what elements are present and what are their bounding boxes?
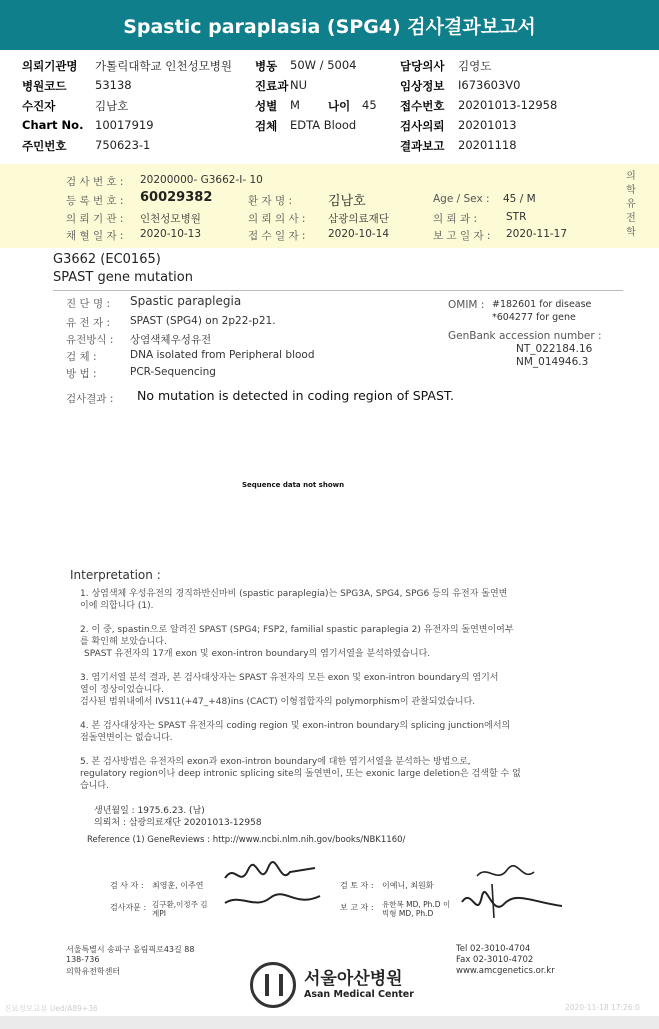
reg-no-label: 등 록 번 호 : [66,195,124,207]
fax: Fax 02-3010-4702 [456,955,534,965]
patient-value: 김남호 [95,99,129,113]
inheritance-label: 유전방식 : [66,334,114,346]
interp-line: regulatory region이나 deep intronic splicing site의 돌연변이, 또는 exonic large deletion은 검색할 수 없 [80,769,521,779]
birth-date: 생년월일 : 1975.6.23. (남) [94,806,205,816]
clinical-info-label: 임상정보 [400,79,445,93]
sheet-doctor: 삼광의료재단 [328,213,389,225]
method-label: 방 법 : [66,368,97,380]
requester: 의뢰처 : 삼광의료재단 20201013-12958 [94,818,262,828]
reporter-signature-icon [452,862,572,924]
reg-no: 60029382 [140,190,213,205]
report-title: Spastic paraplasia (SPG4) 검사결과보고서 [0,0,659,50]
approver: 김구환,이정주 김계PI [152,900,208,918]
interp-line: 1. 상염색체 우성유전의 경직하반신마비 (spastic paraplegia)는 SPG3A, SPG4, SPG6 등의 유전자 돌연변 [80,589,508,599]
ward-value: 50W / 5004 [290,58,357,72]
sex-value: M [290,98,300,112]
interp-line: 열이 정상이었습니다. [80,685,164,695]
divider [53,290,623,291]
reporter-label: 보 고 자 : [340,903,374,912]
request-date-value: 20201013 [458,118,517,132]
footer-bar [0,1016,659,1029]
genbank-label: GenBank accession number : [448,330,602,342]
specimen-label: 검체 [255,119,278,133]
examiner-signature-icon [220,858,330,918]
inst-label: 의뢰기관명 [22,59,78,73]
test-code: G3662 (EC0165) [53,252,161,267]
dept-value: NU [290,78,308,92]
reporter: 유한복 MD, Ph.D 이빅형 MD, Ph.D [382,900,451,918]
interp-line: 4. 본 검사대상자는 SPAST 유전자의 coding region 및 exon-intron boundary의 splicing junction에서의 [80,721,511,731]
omim-label: OMIM : [448,299,485,311]
asan-foundation-logo-icon [250,962,296,1008]
genbank-nm: NM_014946.3 [516,356,589,368]
exam-no: 20200000- G3662-I- 10 [140,174,263,186]
dept-label: 진료과 [255,79,289,93]
address-line2: 138-736 [66,955,100,964]
inst-value: 가톨릭대학교 인천성모병원 [95,59,232,73]
interp-line: 5. 본 검사방법은 유전자의 exon과 exon-intron boundary에 대한 염기서열을 분석하는 방법으로, [80,757,471,767]
examiner-label: 검 사 자 : [110,881,144,890]
footer-right-stamp: 2020-11-18 17:26:0 [565,1003,640,1012]
patient-name: 김남호 [328,194,366,209]
resident-no-label: 주민번호 [22,139,67,153]
collect-date: 2020-10-13 [140,228,202,240]
gene-label: 유 전 자 : [66,317,110,329]
receipt-label: 접수번호 [400,99,445,113]
interp-line: 습니다. [80,781,109,791]
resident-no-value: 750623-1 [95,138,151,152]
inheritance: 상염색체우성유전 [130,334,212,346]
sheet-dept: STR [506,211,527,223]
interp-line: 를 확인해 보았습니다. [80,637,167,647]
patient-label: 수진자 [22,99,56,113]
sheet-inst: 인천성모병원 [140,213,201,225]
patient-name-label: 환 자 명 : [248,195,292,207]
reviewer: 이예니, 최원화 [382,881,434,890]
hospital-code-label: 병원코드 [22,79,67,93]
examiner: 최영훈, 이주연 [152,881,204,890]
omim-disease: #182601 for disease [492,299,592,310]
age-sex: 45 / M [503,193,536,205]
diagnosis: Spastic paraplegia [130,294,242,308]
gene: SPAST (SPG4) on 2p22-p21. [130,315,276,327]
report-date-value: 20201118 [458,138,517,152]
footer-left-stamp: 진료정보교류 Ued/A89+36 [4,1004,98,1013]
specimen-value: EDTA Blood [290,118,357,132]
sheet-report-date: 2020-11-17 [506,228,568,240]
age-label: 나이 [328,99,351,113]
doctor-value: 김영도 [458,59,492,73]
method: PCR-Sequencing [130,366,216,378]
receipt-value: 20201013-12958 [458,98,558,112]
chart-no-label: Chart No. [22,118,84,132]
website: www.amcgenetics.or.kr [456,966,555,976]
approver-label: 검사자문 : [110,903,147,912]
test-name: SPAST gene mutation [53,270,193,285]
hospital-name-en: Asan Medical Center [304,989,414,1000]
result-label: 검사결과 : [66,393,114,405]
clinical-info-value: I673603V0 [458,78,521,92]
interp-line: 2. 이 중, spastin으로 알려진 SPAST (SPG4; FSP2, familial spastic paraplegia 2) 유전자의 돌연변이여부 [80,625,514,635]
report-date-label: 결과보고 [400,139,445,153]
ward-label: 병동 [255,59,278,73]
sheet-doctor-label: 의 뢰 의 사 : [248,213,306,225]
hospital-code-value: 53138 [95,78,132,92]
interp-line: SPAST 유전자의 17개 exon 및 exon-intron boundary의 염기서열을 분석하였습니다. [84,649,431,659]
sex-label: 성별 [255,99,278,113]
omim-gene: *604277 for gene [492,312,576,323]
side-dept-label: 의학유전학 [626,171,636,238]
sheet-inst-label: 의 뢰 기 관 : [66,213,124,225]
age-sex-label: Age / Sex : [433,193,490,205]
reference: Reference (1) GeneReviews : http://www.ncbi.nlm.nih.gov/books/NBK1160/ [87,835,406,845]
interp-line: 검사된 범위내에서 IVS11(+47_+48)ins (CACT) 이형접합자의 polymorphism이 관찰되었습니다. [80,697,476,707]
receive-date: 2020-10-14 [328,228,390,240]
hospital-name-kr: 서울아산병원 [304,969,403,989]
specimen-sheet: DNA isolated from Peripheral blood [130,349,315,361]
sequence-note: Sequence data not shown [242,481,345,489]
interp-line: 점돌연변이는 없습니다. [80,733,173,743]
interpretation-title: Interpretation : [70,568,161,582]
address-line3: 의학유전학센터 [66,967,121,976]
genbank-nt: NT_022184.16 [516,343,593,355]
specimen-sheet-label: 검 체 : [66,351,97,363]
address-line1: 서울특별시 송파구 올림픽로43길 88 [66,945,195,954]
reviewer-label: 검 토 자 : [340,881,374,890]
collect-date-label: 채 혈 일 자 : [66,230,124,242]
exam-no-label: 검 사 번 호 : [66,176,124,188]
interp-line: 3. 염기서열 분석 결과, 본 검사대상자는 SPAST 유전자의 모든 exon 및 exon-intron boundary의 염기서 [80,673,499,683]
interp-line: 이에 의합니다 (1). [80,601,154,611]
sheet-report-date-label: 보 고 일 자 : [433,230,491,242]
receive-date-label: 접 수 일 자 : [248,230,306,242]
request-date-label: 검사의뢰 [400,119,445,133]
tel: Tel 02-3010-4704 [456,944,531,954]
chart-no-value: 10017919 [95,118,154,132]
diagnosis-label: 진 단 명 : [66,298,110,310]
result-text: No mutation is detected in coding region of SPAST. [137,388,455,403]
age-value: 45 [362,98,377,112]
sheet-dept-label: 의 뢰 과 : [433,213,477,225]
doctor-label: 담당의사 [400,59,445,73]
